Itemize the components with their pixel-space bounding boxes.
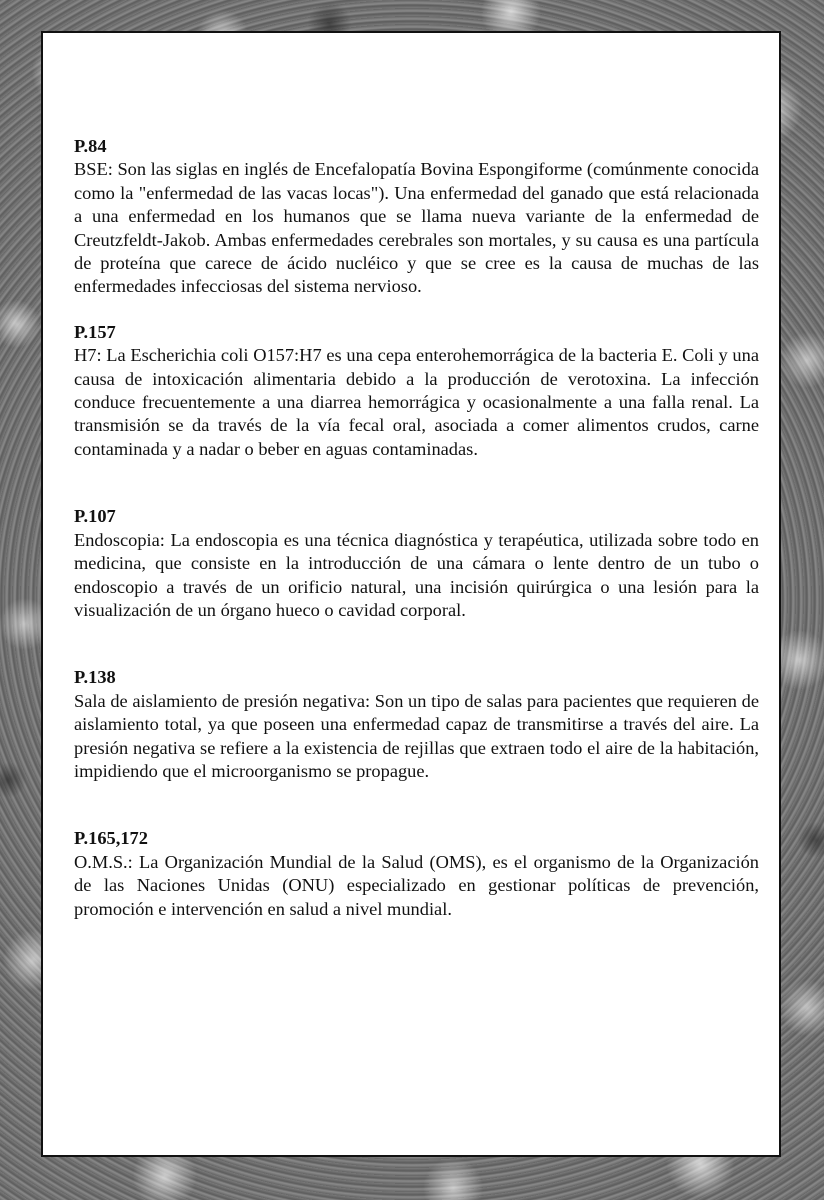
- page-frame: [41, 31, 781, 1157]
- note-page-ref: P.84: [74, 136, 107, 156]
- note-entry-p84: [74, 135, 759, 299]
- note-entry-p157: [74, 321, 759, 461]
- note-text: Sala de aislamiento de presión negativa: Son un tipo de salas para pacientes que requieren de aislamiento total, ya que poseen una enfermedad capaz de transmitirse a través del aire. La presión negativa se refiere a la existencia de rejillas que extraen todo el aire de la habitación, impidiendo que el microorganismo se propague.: [74, 690, 759, 781]
- note-page-ref: P.157: [74, 321, 116, 342]
- note-page-ref: P.107: [74, 506, 116, 527]
- notes-list: [74, 135, 759, 921]
- spacer: [74, 299, 759, 321]
- spacer: [74, 622, 759, 666]
- note-page-ref: P.165,172: [74, 828, 148, 849]
- spacer: [74, 461, 759, 505]
- spacer: [74, 783, 759, 827]
- note-entry-p107: [74, 505, 759, 622]
- note-text: Endoscopia: La endoscopia es una técnica diagnóstica y terapéutica, utilizada sobre todo en medicina, que consiste en la introducción de una cámara o lente dentro de un tubo o endoscopio a través de un orificio natural, una incisión quirúrgica o una lesión para la visualización de un órgano hueco o cavidad corporal.: [74, 529, 759, 620]
- note-text: O.M.S.: La Organización Mundial de la Salud (OMS), es el organismo de la Organización de las Naciones Unidas (ONU) especializado en gestionar políticas de prevención, promoción e intervención en salud a nivel mundial.: [74, 851, 759, 919]
- note-page-ref: P.138: [74, 667, 116, 688]
- note-text: H7: La Escherichia coli O157:H7 es una cepa enterohemorrágica de la bacteria E. Coli y una causa de intoxicación alimentaria debido a la producción de verotoxina. La infección conduce frecuentemente a una diarrea hemorrágica y ocasionalmente a una falla renal. La transmisión se da través de la vía fecal oral, asociada a comer alimentos crudos, carne contaminada y a nadar o beber en aguas contaminadas.: [74, 345, 759, 459]
- note-entry-p138: [74, 666, 759, 783]
- note-text: BSE: Son las siglas en inglés de Encefalopatía Bovina Espongiforme (comúnmente conocida como la "enfermedad de las vacas locas"). Una enfermedad del ganado que está relacionada a una enfermedad en los humanos que se llama nueva variante de la enfermedad de Creutzfeldt-Jakob. Ambas enfermedades cerebrales son mortales, y su causa es una partícula de proteína que carece de ácido nucléico y que se cree es la causa de muchas de las enfermedades infecciosas del sistema nervioso.: [74, 159, 759, 297]
- note-entry-p165-172: [74, 827, 759, 921]
